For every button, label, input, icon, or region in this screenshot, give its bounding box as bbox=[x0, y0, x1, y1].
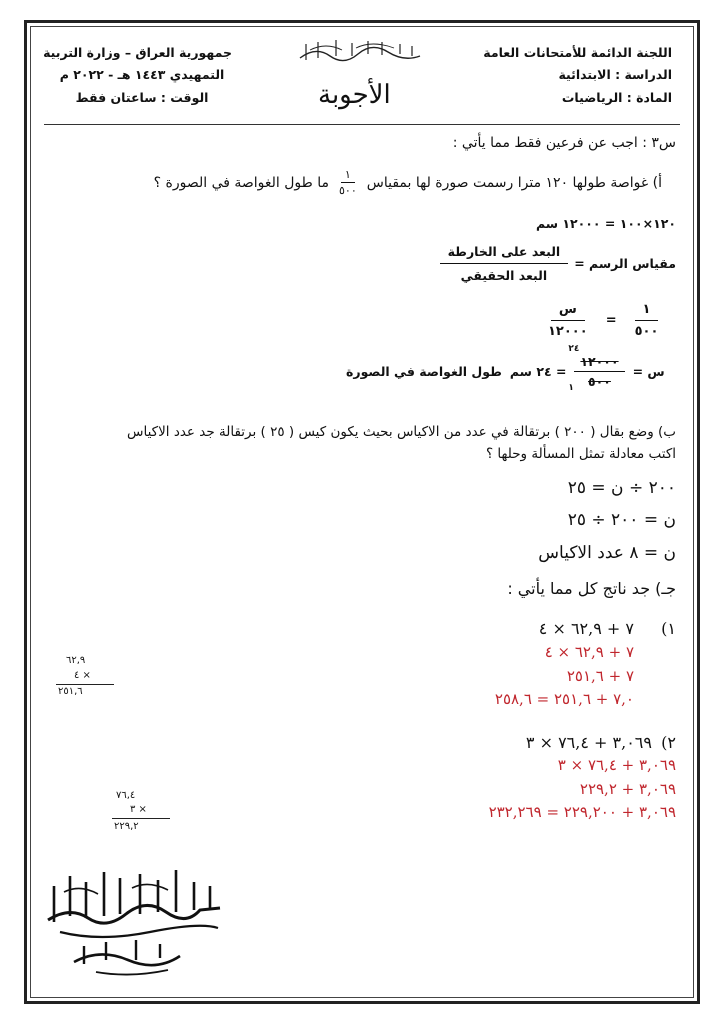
question-heading: س٣ : اجب عن فرعين فقط مما يأتي : bbox=[452, 135, 676, 151]
map-distance-label: البعد على الخارطة bbox=[440, 244, 569, 264]
header-committee: اللجنة الدائمة للأمتحانات العامة bbox=[483, 45, 672, 60]
problem2-expression: ٣,٠٦٩ + ٧٦,٤ × ٣ bbox=[525, 733, 652, 752]
header-subject: المادة : الرياضيات bbox=[561, 90, 672, 105]
part-b-eq2: ن = ٢٠٠ ÷ ٢٥ bbox=[567, 510, 676, 530]
proportion-left-den: ١٢٠٠٠ bbox=[548, 324, 588, 339]
header-study: الدراسة : الابتدائية bbox=[558, 67, 672, 82]
proportion-equation bbox=[540, 302, 666, 339]
part-b-eq3: ن = ٨ عدد الاكياس bbox=[538, 543, 676, 563]
page-title: الأجوبة bbox=[318, 80, 391, 110]
header-time: الوقت : ساعتان فقط bbox=[75, 90, 209, 105]
side-calc1-result: ٢٥١,٦ bbox=[58, 686, 83, 697]
part-b-line2: اكتب معادلة تمثل المسألة وحلها ؟ bbox=[485, 446, 676, 462]
result-numerator: ١٢٠٠٠ bbox=[574, 354, 624, 372]
scale-label: مقياس الرسم = bbox=[574, 256, 676, 271]
problem1-step2: ٧ + ٢٥١,٦ bbox=[566, 667, 634, 685]
result-fraction bbox=[568, 344, 624, 393]
proportion-right-den: ٥٠٠ bbox=[634, 324, 659, 339]
basmala-calligraphy bbox=[296, 38, 424, 70]
part-b-eq1: ٢٠٠ ÷ ن = ٢٥ bbox=[567, 478, 676, 498]
result-denominator: ٥٠٠ bbox=[588, 374, 611, 389]
header-divider bbox=[44, 124, 680, 125]
problem2-step2: ٣,٠٦٩ + ٢٢٩,٢ bbox=[579, 780, 676, 798]
part-a-step1: ١٢٠×١٠٠ = ١٢٠٠٠ سم bbox=[535, 216, 676, 231]
scale-numerator: ١ bbox=[341, 168, 355, 183]
proportion-left-num: س bbox=[551, 302, 585, 321]
result-num-cancel: ٢٤ bbox=[568, 344, 580, 354]
proportion-equals: = bbox=[605, 313, 617, 328]
scale-formula bbox=[440, 244, 676, 283]
header-republic: جمهورية العراق – وزارة التربية bbox=[43, 45, 232, 60]
result-label: طول الغواصة في الصورة bbox=[346, 364, 502, 379]
scale-formula-fraction bbox=[440, 244, 569, 283]
side-calc1-line bbox=[56, 684, 114, 685]
real-distance-label: البعد الحقيقي bbox=[460, 268, 548, 283]
scale-fraction bbox=[335, 168, 361, 197]
proportion-right bbox=[627, 302, 667, 339]
result-line bbox=[346, 344, 665, 393]
problem1-step3: ٧,٠ + ٢٥١,٦ = ٢٥٨,٦ bbox=[494, 690, 634, 708]
part-c-heading: جـ) جد ناتج كل مما يأتي : bbox=[507, 579, 676, 598]
side-calc2-result: ٢٢٩,٢ bbox=[114, 821, 139, 832]
part-b-line1: ب) وضع بقال ( ٢٠٠ ) برتقالة في عدد من الاكياس بحيث يكون كيس ( ٢٥ ) برتقالة جد عدد الاكياس bbox=[126, 424, 676, 440]
problem2-step1: ٣,٠٦٩ + ٧٦,٤ × ٣ bbox=[557, 756, 676, 774]
problem2-step3: ٣,٠٦٩ + ٢٢٩,٢٠٠ = ٢٣٢,٢٦٩ bbox=[488, 803, 676, 821]
part-a-prompt-start: أ) غواصة طولها ١٢٠ مترا رسمت صورة لها بمقياس bbox=[366, 174, 662, 191]
side-calc1-top: ٦٢,٩ bbox=[66, 655, 86, 666]
part-a-prompt-end: ما طول الغواصة في الصورة ؟ bbox=[153, 174, 330, 191]
problem2-number: ٢) bbox=[661, 733, 676, 752]
problem1-expression: ٧ + ٦٢,٩ × ٤ bbox=[538, 619, 634, 638]
scale-denominator: ٥٠٠ bbox=[339, 184, 357, 197]
signature-calligraphy bbox=[40, 862, 230, 986]
result-value: = ٢٤ سم bbox=[509, 364, 567, 379]
result-prefix: س = bbox=[632, 364, 665, 379]
header-session: التمهيدي ١٤٤٣ هـ - ٢٠٢٢ م bbox=[59, 67, 225, 82]
problem1-step1: ٧ + ٦٢,٩ × ٤ bbox=[544, 643, 634, 661]
side-calc2-top: ٧٦,٤ bbox=[116, 790, 136, 801]
part-a-prompt bbox=[154, 168, 662, 197]
result-den-cancel: ١ bbox=[568, 383, 574, 393]
side-calc2-mult: ٣ × bbox=[130, 804, 147, 815]
problem1-number: ١) bbox=[661, 619, 676, 638]
proportion-right-num: ١ bbox=[635, 302, 659, 321]
side-calc2-line bbox=[112, 818, 170, 819]
side-calc1-mult: ٤ × bbox=[74, 670, 91, 681]
proportion-left bbox=[540, 302, 596, 339]
